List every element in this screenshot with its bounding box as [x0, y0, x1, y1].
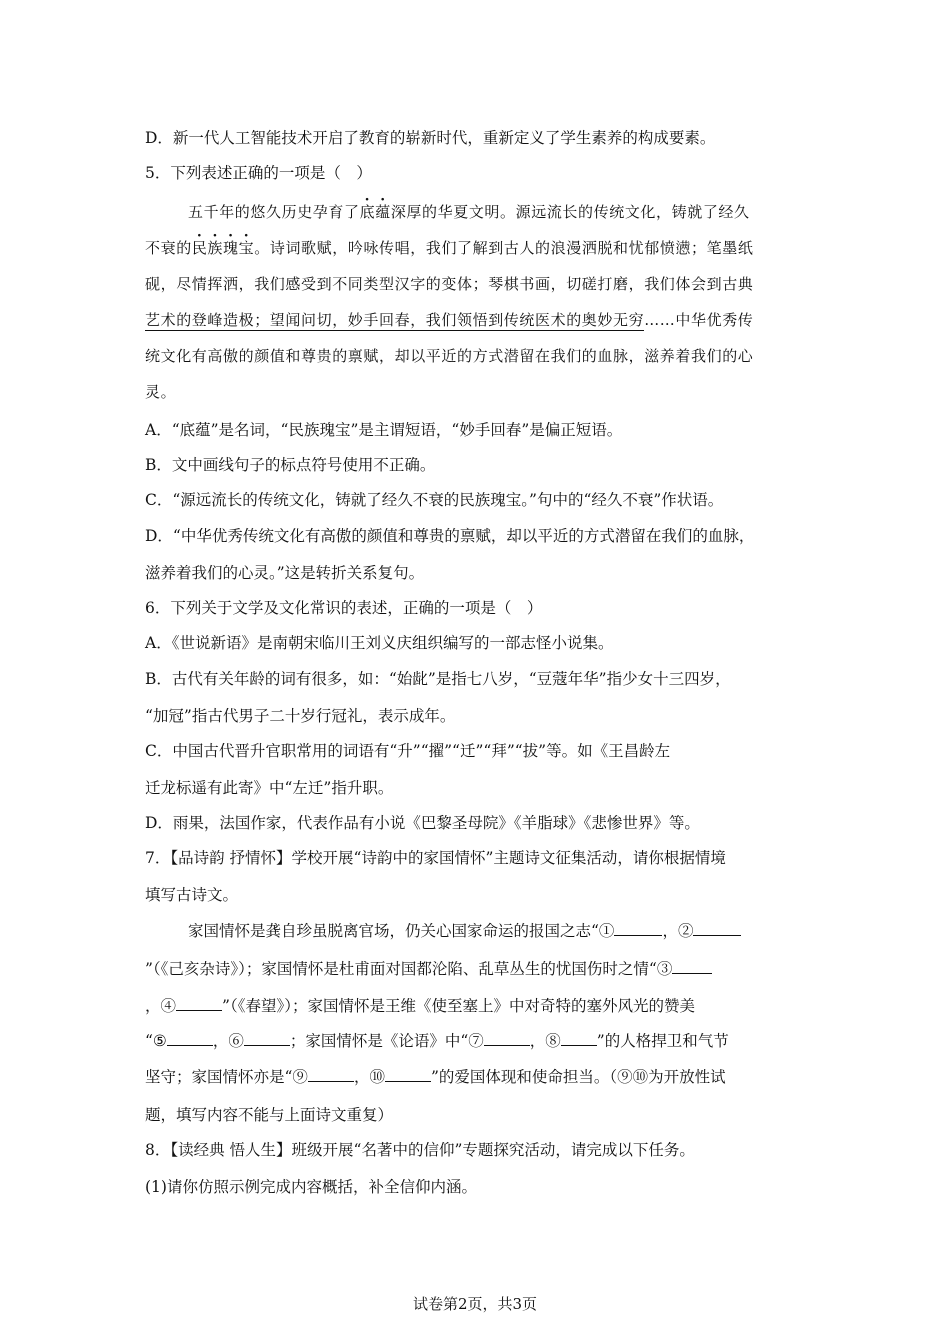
q6-option-d: D．雨果，法国作家，代表作品有小说《巴黎圣母院》《羊脂球》《悲惨世界》等。	[145, 814, 700, 832]
q7-fill-line-3	[145, 996, 815, 1016]
q5-option-d-line-2: 滋养着我们的心灵。”这是转折关系复句。	[145, 564, 425, 582]
answer-blank-2[interactable]	[693, 921, 741, 936]
q6-option-b-line-1: B．古代有关年龄的词有很多，如：“始龀”是指七八岁，“豆蔻年华”指少女十三四岁，	[145, 670, 731, 688]
q5-option-b: B．文中画线句子的标点符号使用不正确。	[145, 456, 436, 474]
underlined-sentence: 艺术的登峰造极；望闻问切，妙手回春，我们领悟到传统医术的奥妙无穷	[145, 311, 645, 329]
emphasis-char: 瑰	[223, 239, 239, 257]
q7-stem-line-2: 填写古诗文。	[145, 886, 239, 904]
fill-text: ，②	[662, 922, 694, 940]
emphasis-char: 宝	[238, 239, 255, 257]
fill-text: ，⑥	[212, 1032, 244, 1050]
fill-text: ，⑧	[529, 1032, 561, 1050]
fill-text: ，⑩	[353, 1068, 385, 1086]
q6-option-b-line-2: “加冠”指古代男子二十岁行冠礼，表示成年。	[145, 707, 456, 725]
q4-option-d: D．新一代人工智能技术开启了教育的崭新时代，重新定义了学生素养的构成要素。	[145, 129, 716, 147]
q5-stem: 5．下列表述正确的一项是（ ）	[145, 164, 372, 182]
answer-blank-9[interactable]	[308, 1067, 354, 1082]
passage-text: 。诗词歌赋，吟咏传唱，我们了解到古人的浪漫洒脱和忧郁愤懑；笔墨纸	[254, 239, 754, 257]
fill-text: ”（《春望》）；家国情怀是王维《使至塞上》中对奇特的塞外风光的赞美	[222, 997, 695, 1015]
fill-text: ，④	[145, 997, 177, 1015]
q5-passage-line-2	[145, 238, 815, 258]
q8-stem: 8．【读经典 悟人生】班级开展“名著中的信仰”专题探究活动，请完成以下任务。	[145, 1141, 695, 1159]
q5-passage-line-6: 灵。	[145, 383, 177, 401]
q7-fill-line-4	[145, 1031, 815, 1051]
emphasis-char: 底	[359, 203, 376, 221]
q6-stem: 6．下列关于文学及文化常识的表述，正确的一项是（ ）	[145, 599, 543, 617]
q6-option-c-line-2: 迁龙标遥有此寄》中“左迁”指升职。	[145, 779, 394, 797]
fill-text: 家国情怀是龚自珍虽脱离官场，仍关心国家命运的报国之志“①	[188, 922, 615, 940]
q5-option-a: A．“底蕴”是名词，“民族瑰宝”是主谓短语，“妙手回春”是偏正短语。	[145, 421, 623, 439]
fill-text: ”的人格捍卫和气节	[596, 1032, 729, 1050]
answer-blank-10[interactable]	[385, 1067, 431, 1082]
q7-stem-line-1: 7．【品诗韵 抒情怀】学校开展“诗韵中的家国情怀”主题诗文征集活动，请你根据情境	[145, 849, 726, 867]
q6-option-c-line-1: C．中国古代晋升官职常用的词语有“升”“擢”“迁”“拜”“拔”等。如《王昌龄左	[145, 742, 671, 760]
fill-text: ；家国情怀是《论语》中“⑦	[289, 1032, 484, 1050]
q7-fill-line-1	[188, 921, 858, 941]
q5-option-c: C．“源远流长的传统文化，铸就了经久不衰的民族瑰宝。”句中的“经久不衰”作状语。	[145, 491, 724, 509]
q7-fill-line-6: 题，填写内容不能与上面诗文重复）	[145, 1106, 394, 1124]
answer-blank-8[interactable]	[561, 1031, 597, 1046]
answer-blank-1[interactable]	[614, 921, 662, 936]
fill-text: “⑤	[145, 1032, 167, 1050]
q7-fill-line-2	[145, 959, 815, 979]
passage-text: ……中华优秀传	[644, 311, 754, 329]
q5-passage-line-3: 砚，尽情挥洒，我们感受到不同类型汉字的变体；琴棋书画，切磋打磨，我们体会到古典	[145, 275, 754, 293]
answer-blank-5[interactable]	[167, 1031, 213, 1046]
q8-subtask-1: (1)请你仿照示例完成内容概括，补全信仰内涵。	[145, 1178, 477, 1196]
fill-text: 坚守；家国情怀亦是“⑨	[145, 1068, 308, 1086]
q5-passage-line-1	[188, 202, 858, 222]
passage-text: 深厚的华夏文明。源远流长的传统文化，铸就了经久	[390, 203, 750, 221]
answer-blank-7[interactable]	[484, 1031, 530, 1046]
passage-text: 五千年的悠久历史孕育了	[188, 203, 360, 221]
emphasis-char: 族	[207, 239, 224, 257]
emphasis-char: 蕴	[375, 203, 391, 221]
q5-passage-line-5: 统文化有高傲的颜值和尊贵的禀赋，却以平近的方式潜留在我们的血脉，滋养着我们的心	[145, 347, 754, 365]
fill-text: ”（《己亥杂诗》）；家国情怀是杜甫面对国都沦陷、乱草丛生的忧国伤时之情“③	[145, 960, 673, 978]
q7-fill-line-5	[145, 1067, 815, 1087]
q5-option-d-line-1: D．“中华优秀传统文化有高傲的颜值和尊贵的禀赋，却以平近的方式潜留在我们的血脉，	[145, 527, 755, 545]
emphasis-char: 民	[191, 239, 208, 257]
fill-text: ”的爱国体现和使命担当。（⑨⑩为开放性试	[430, 1068, 726, 1086]
q6-option-a: A．《世说新语》是南朝宋临川王刘义庆组织编写的一部志怪小说集。	[145, 634, 614, 652]
page-footer: 试卷第2页，共3页	[412, 1295, 538, 1313]
passage-text: 不衰的	[145, 239, 192, 257]
answer-blank-3[interactable]	[672, 959, 712, 974]
answer-blank-4[interactable]	[176, 996, 222, 1011]
q5-passage-line-4	[145, 310, 815, 330]
answer-blank-6[interactable]	[244, 1031, 290, 1046]
